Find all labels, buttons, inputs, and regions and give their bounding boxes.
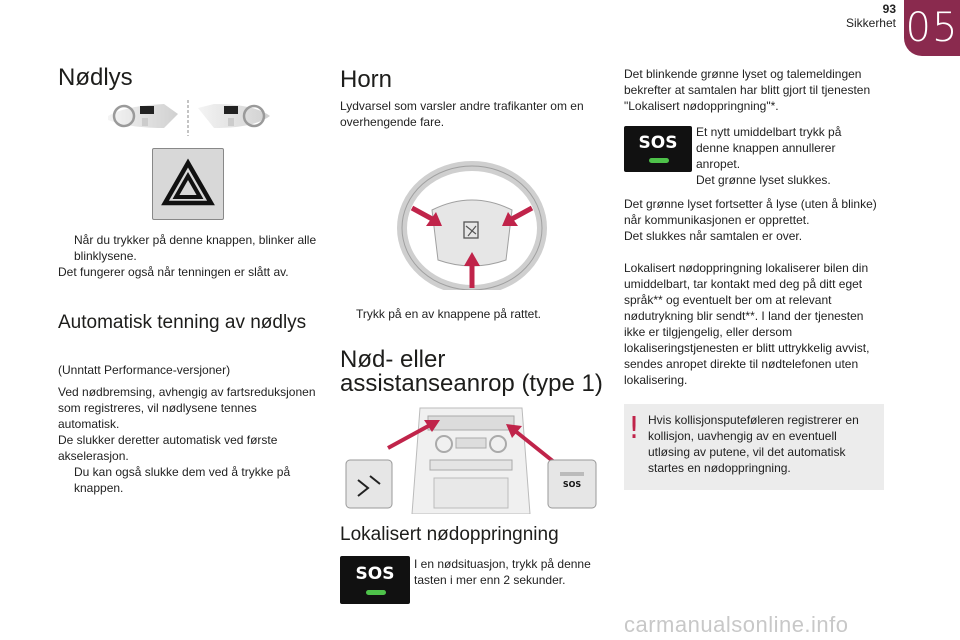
warning-icon: ! xyxy=(628,411,641,446)
emergency-call-title-line2: assistanseanrop (type 1) xyxy=(340,370,603,397)
section-name: Sikkerhet xyxy=(845,16,896,30)
hazard-lights-title: Nødlys xyxy=(58,64,133,91)
horn-title: Horn xyxy=(340,66,393,93)
horn-description: Lydvarsel som varsler andre trafikanter om en overhengende fare. xyxy=(340,99,584,129)
hazard-triangle-icon xyxy=(153,149,223,219)
steering-wheel-diagram xyxy=(392,160,552,290)
sos-button-label: SOS xyxy=(355,564,395,584)
call-end-text: Det slukkes når samtalen er over. xyxy=(624,229,803,243)
console-icon xyxy=(344,404,598,514)
sos-button-label: SOS xyxy=(638,133,678,153)
connected-text: Det grønne lyset fortsetter å lyse (uten å blinke) når kommunikasjonen er opprettet. xyxy=(624,197,877,227)
light-off-text: Det grønne lyset slukkes. xyxy=(696,173,831,187)
sos-green-led xyxy=(649,158,669,163)
auto-off-text: De slukker deretter automatisk ved første akselerasjon. xyxy=(58,433,278,463)
performance-note: (Unntatt Performance-versjoner) xyxy=(58,363,231,377)
emergency-braking-text: Ved nødbremsing, avhengig av fartsreduksjonen som registreres, vil nødlysene tennes automatisk. xyxy=(58,385,316,431)
steering-wheel-icon xyxy=(104,98,274,138)
sos-instruction: I en nødsituasjon, trykk på denne tasten i mer enn 2 sekunder. xyxy=(414,557,591,587)
chapter-tab: 05 xyxy=(904,0,960,56)
hazard-button-illustration xyxy=(152,148,224,220)
hazard-bullet: Når du trykker på denne knappen, blinker alle blinklysene. xyxy=(74,233,317,263)
sos-button-icon xyxy=(624,126,692,172)
localization-description: Lokalisert nødoppringning lokaliserer bilen din umiddelbart, tar kontakt med deg på ditt eget språk** og eventuelt ber om at relevant nødutrykning blir sendt**. I land der tjenesten ikke er tilgjengelig, eller dersom lokaliseringstjenesten er blitt uttrykkelig avvist, sendes anropet direkte til nødtelefonen uten lokalisering. xyxy=(624,261,870,387)
cancel-call-text: Et nytt umiddelbart trykk på denne knappen annullerer anropet. xyxy=(696,125,842,171)
console-diagram xyxy=(344,404,598,514)
localized-call-title: Lokalisert nødoppringning xyxy=(340,524,559,545)
watermark: carmanualsonline.info xyxy=(624,612,849,637)
horn-bullet: Trykk på en av knappene på rattet. xyxy=(356,307,541,321)
manual-off-bullet: Du kan også slukke dem ved å trykke på knappen. xyxy=(74,465,291,495)
sos-green-led xyxy=(366,590,386,595)
emergency-call-title-line1: Nød- eller xyxy=(340,346,446,373)
page-number: 93 xyxy=(882,2,896,16)
steering-wheel-icon xyxy=(392,160,552,290)
collision-warning-box xyxy=(624,404,884,490)
dashboard-location-diagram xyxy=(104,98,274,138)
sos-label: SOS xyxy=(562,480,582,489)
sos-button-icon xyxy=(340,556,410,604)
collision-warning-text: Hvis kollisjonsputeføleren registrerer en kollisjon, uavhengig av en eventuell utløsing av putene, vil det automatisk startes en nødoppringning. xyxy=(648,413,859,475)
auto-hazard-title: Automatisk tenning av nødlys xyxy=(58,312,307,333)
confirmation-text: Det blinkende grønne lyset og talemeldingen bekrefter at samtalen har blitt gjort til tjenesten "Lokalisert nødoppringning"*. xyxy=(624,67,871,113)
hazard-note: Det fungerer også når tenningen er slått av. xyxy=(58,265,289,279)
